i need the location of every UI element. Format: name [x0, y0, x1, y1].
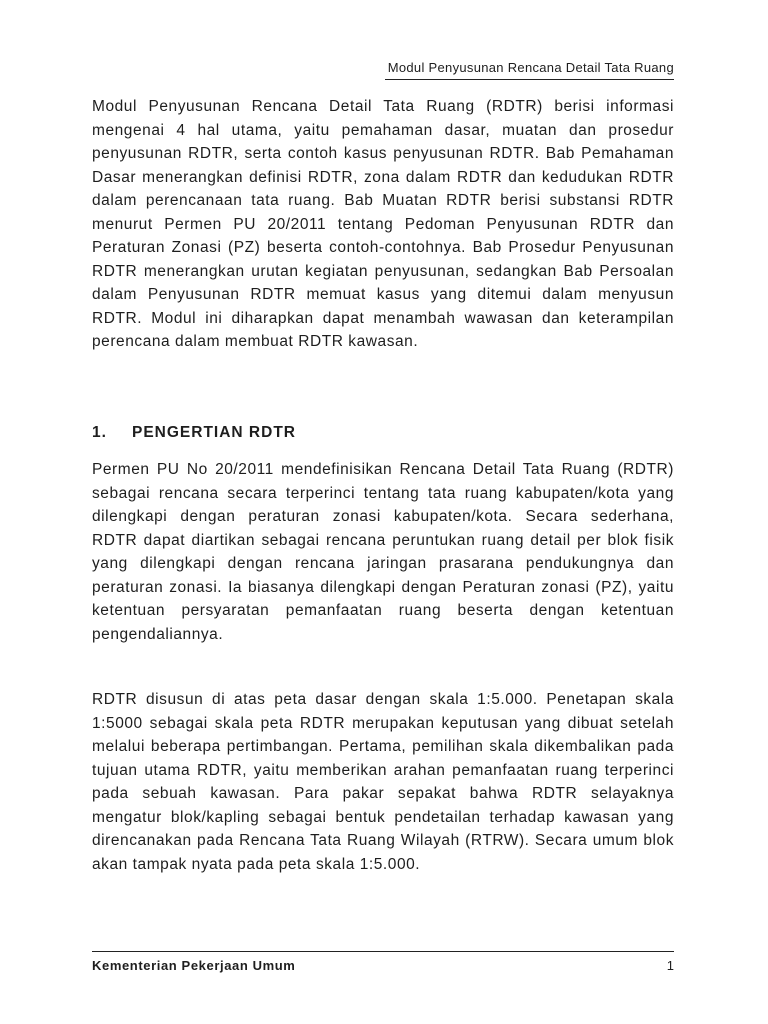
definition-block — [92, 458, 674, 646]
section-title: PENGERTIAN RDTR — [132, 424, 296, 441]
footer-divider — [92, 951, 674, 952]
intro-paragraph: Modul Penyusunan Rencana Detail Tata Ruang (RDTR) berisi informasi mengenai 4 hal utama, yaitu pemahaman dasar, muatan dan prosedur penyusunan RDTR, serta contoh kasus penyusunan RDTR. Bab Pemahaman Dasar menerangkan definisi RDTR, zona dalam RDTR dan kedudukan RDTR dalam perencanaan tata ruang. Bab Muatan RDTR berisi substansi RDTR menurut Permen PU 20/2011 tentang Pedoman Penyusunan RDTR dan Peraturan Zonasi (PZ) beserta contoh-contohnya. Bab Prosedur Penyusunan RDTR menerangkan urutan kegiatan penyusunan, sedangkan Bab Persoalan dalam Penyusunan RDTR memuat kasus yang ditemui dalam menyusun RDTR. Modul ini diharapkan dapat menambah wawasan dan keterampilan perencana dalam membuat RDTR kawasan. — [92, 98, 674, 350]
section-heading — [92, 424, 296, 442]
intro-section — [92, 95, 674, 354]
footer-organization: Kementerian Pekerjaan Umum — [92, 958, 296, 973]
definition-paragraph: Permen PU No 20/2011 mendefinisikan Rencana Detail Tata Ruang (RDTR) sebagai rencana secara terperinci tentang tata ruang kabupaten/kota yang dilengkapi dengan peraturan zonasi kabupaten/kota. Secara sederhana, RDTR dapat diartikan sebagai rencana peruntukan ruang detail per blok fisik yang dilengkapi dengan rencana jaringan prasarana pendukungnya dan peraturan zonasi. Ia biasanya dilengkapi dengan Peraturan zonasi (PZ), yaitu ketentuan persyaratan pemanfaatan ruang beserta dengan ketentuan pengendaliannya. — [92, 461, 674, 643]
document-page — [92, 0, 674, 1024]
scale-paragraph: RDTR disusun di atas peta dasar dengan skala 1:5.000. Penetapan skala 1:5000 sebagai skala peta RDTR merupakan keputusan yang dibuat setelah melalui beberapa pertimbangan. Pertama, pemilihan skala dikembalikan pada tujuan utama RDTR, yaitu memberikan arahan pemanfaatan ruang terperinci pada sebuah kawasan. Para pakar sepakat bahwa RDTR selayaknya mengatur blok/kapling sebagai bentuk pendetailan terhadap kawasan yang direncanakan pada Rencana Tata Ruang Wilayah (RTRW). Secara umum blok akan tampak nyata pada peta skala 1:5.000. — [92, 691, 674, 873]
header-divider — [385, 79, 674, 80]
scale-block — [92, 688, 674, 876]
running-header: Modul Penyusunan Rencana Detail Tata Ruang — [387, 60, 674, 75]
section-number: 1. — [92, 424, 107, 441]
page-number: 1 — [666, 958, 674, 973]
